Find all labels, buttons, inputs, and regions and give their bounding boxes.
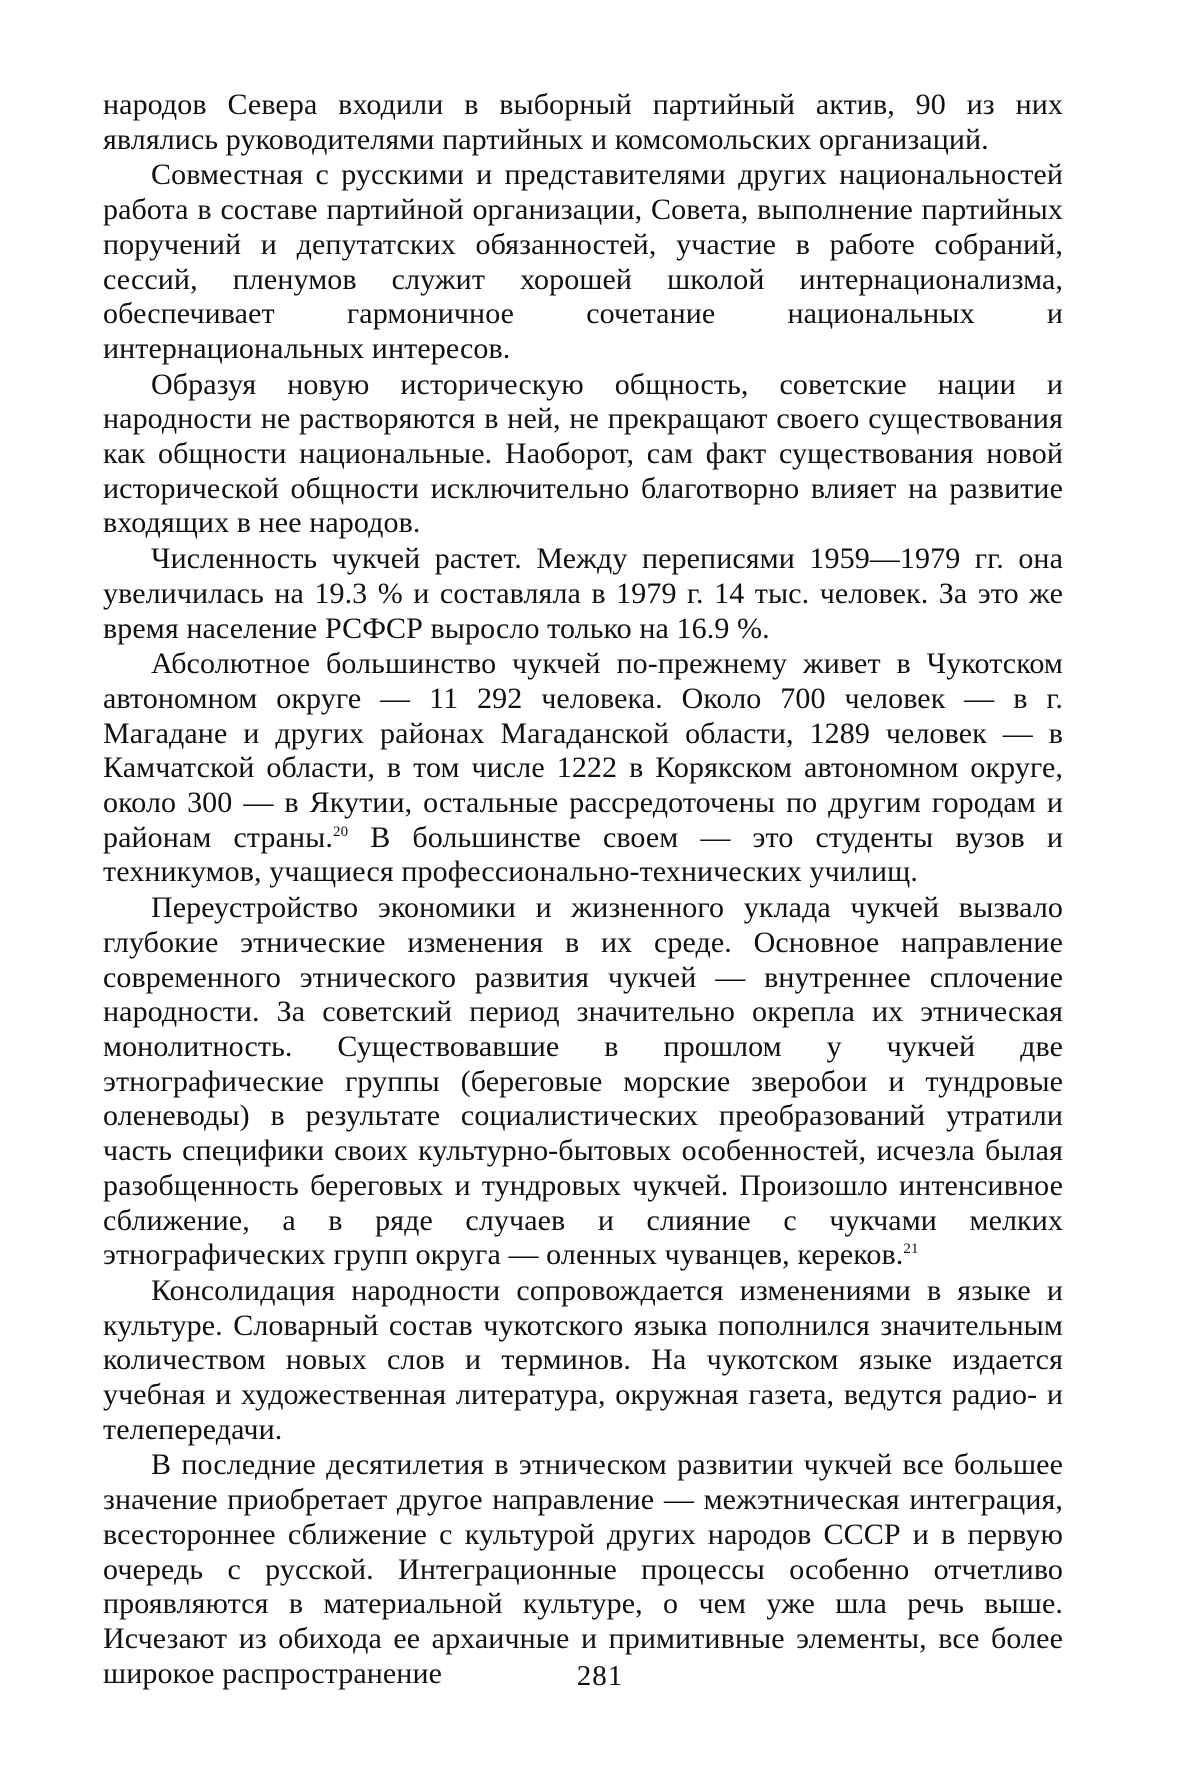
paragraph-1-text: народов Севера входили в выборный партийный актив, 90 из них являлись руководителями партийных и комсомольских организаций. bbox=[103, 88, 1063, 156]
paragraph-4-text: Численность чукчей растет. Между переписями 1959—1979 гг. она увеличилась на 19.3 % и составляла в 1979 г. 14 тыс. человек. За это же время население РСФСР выросло только на 16.9 %. bbox=[103, 542, 1063, 645]
paragraph-5-text: Абсолютное большинство чукчей по-прежнему живет в Чукотском автономном округе — 11 292 человека. Около 700 человек — в г. Магадане и других районах Магаданской области, 1289 человек — в Камчатской области, в том числе 1222 в Корякском автономном округе, около 300 — в Якутии, остальные рассредоточены по другим городам и районам страны. bbox=[103, 647, 1063, 854]
paragraph-6 bbox=[103, 891, 1063, 1273]
paragraph-2 bbox=[103, 158, 1063, 366]
paragraph-7 bbox=[103, 1274, 1063, 1448]
page-body bbox=[103, 88, 1063, 1691]
paragraph-8 bbox=[103, 1448, 1063, 1691]
paragraph-3 bbox=[103, 368, 1063, 542]
paragraph-5 bbox=[103, 647, 1063, 890]
paragraph-1 bbox=[103, 88, 1063, 157]
footnote-marker-21[interactable]: 21 bbox=[903, 1241, 919, 1258]
page-number: 281 bbox=[576, 1660, 624, 1692]
paragraph-2-text: Совместная с русскими и представителями других национальностей работа в составе партийной организации, Совета, выполнение партийных поручений и депутатских обязанностей, участие в работе собраний, сессий, пленумов служит хорошей школой интернационализма, обеспечивает гармоничное сочетание национальных и интернациональных интересов. bbox=[103, 158, 1063, 365]
footnote-marker-20[interactable]: 20 bbox=[332, 823, 349, 840]
paragraph-4 bbox=[103, 542, 1063, 646]
paragraph-5-text-continued: В большинстве своем — это студенты вузов и техникумов, учащиеся профессионально-технических училищ. bbox=[103, 820, 1063, 889]
paragraph-8-text: В последние десятилетия в этническом развитии чукчей все большее значение приобретает другое направление — межэтническая интеграция, всестороннее сближение с культурой других народов СССР и в первую очередь с русской. Интеграционные процессы особенно отчетливо проявляются в материальной культуре, о чем уже шла речь выше. Исчезают из обихода ее архаичные и примитивные элементы, все более широкое распространение bbox=[103, 1448, 1063, 1690]
paragraph-7-text: Консолидация народности сопровождается изменениями в языке и культуре. Словарный состав чукотского языка пополнился значительным количеством новых слов и терминов. На чукотском языке издается учебная и художественная литература, окружная газета, ведутся радио- и телепередачи. bbox=[103, 1273, 1063, 1446]
paragraph-6-text: Переустройство экономики и жизненного уклада чукчей вызвало глубокие этнические изменения в их среде. Основное направление современного этнического развития чукчей — внутреннее сплочение народности. За советский период значительно окрепла их этническая монолитность. Существовавшие в прошлом у чукчей две этнографические группы (береговые морские зверобои и тундровые оленеводы) в результате социалистических преобразований утратили часть специфики своих культурно-бытовых особенностей, исчезла былая разобщенность береговых и тундровых чукчей. Произошло интенсивное сближение, а в ряде случаев и слияние с чукчами мелких этнографических групп округа — оленных чуванцев, кереков. bbox=[103, 891, 1063, 1272]
paragraph-3-text: Образуя новую историческую общность, советские нации и народности не растворяются в ней, не прекращают своего существования как общности национальные. Наоборот, сам факт существования новой исторической общности исключительно благотворно влияет на развитие входящих в нее народов. bbox=[103, 367, 1063, 540]
